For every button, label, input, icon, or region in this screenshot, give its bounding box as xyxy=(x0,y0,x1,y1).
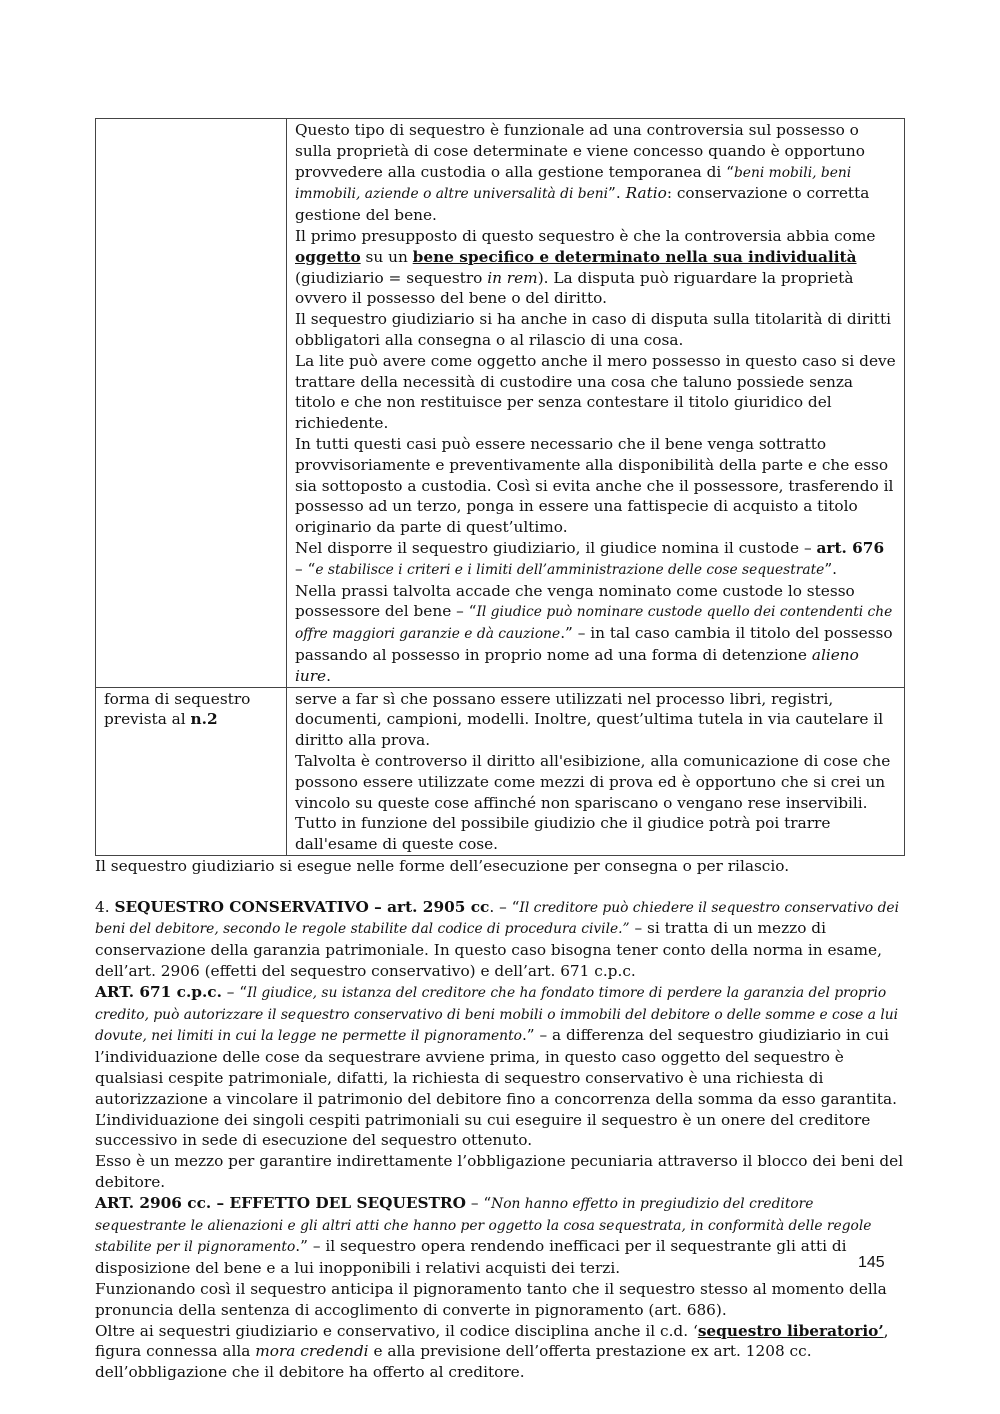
quote-italic: Il giudice può nominare custode quello dei contendenti che offre maggiori garanzie e dà cauzione xyxy=(295,604,893,643)
body-text xyxy=(95,856,905,1383)
latin-italic: alieno iure xyxy=(295,645,859,685)
paragraph xyxy=(95,1193,905,1279)
text: ”. xyxy=(608,184,626,203)
text: Il primo presupposto di questo sequestro è che la controversia abbia come xyxy=(295,226,876,245)
text: – “ xyxy=(221,982,248,1001)
text: ”. xyxy=(824,559,838,578)
paragraph: Talvolta è controverso il diritto all'esibizione, alla comunicazione di cose che possono essere utilizzate come mezzi di prova ed è opportuno che si crei un vincolo su queste cose affinché non spariscano o vengano rese inservibili. Tutto in funzione del possibile giudizio che il giudice potrà poi trarre dall'esame di queste cose. xyxy=(295,751,891,854)
text: 4. xyxy=(95,897,115,916)
text: (giudiziario = sequestro xyxy=(295,268,488,287)
row1-content-cell xyxy=(287,119,905,688)
article-ref: n.2 xyxy=(190,710,218,729)
paragraph xyxy=(95,897,905,982)
in-rem-italic: in rem xyxy=(487,268,538,287)
paragraph: serve a far sì che possano essere utilizzati nel processo libri, registri, documenti, campioni, modelli. Inoltre, quest’ultima tutela in via cautelare il diritto alla prova. xyxy=(295,689,884,750)
text: Questo tipo di sequestro è funzionale ad una controversia sul possesso o sulla proprietà di cose determinate e viene concesso quando è opportuno provvedere alla custodia o alla gestione temporanea di “ xyxy=(295,121,865,181)
article-ref: ART. 2906 cc. – EFFETTO DEL SEQUESTRO xyxy=(95,1193,466,1212)
text: Nella prassi talvolta accade che venga nominato come custode lo stesso possessore del bene – “ xyxy=(295,581,855,621)
text: .” – in tal caso cambia il titolo del possesso passando al possesso in proprio nome ad una forma di detenzione xyxy=(295,624,893,664)
paragraph: Il sequestro giudiziario si esegue nelle forme dell’esecuzione per consegna o per rilascio. xyxy=(95,856,790,875)
text: , figura connessa alla xyxy=(95,1321,889,1361)
spacer xyxy=(95,877,905,897)
paragraph xyxy=(95,982,905,1151)
paragraph xyxy=(295,538,896,581)
text: : conservazione o corretta gestione del bene. xyxy=(295,184,870,225)
text: su un xyxy=(360,247,413,266)
sequestro-table xyxy=(95,118,905,856)
row2-content-cell xyxy=(287,687,905,855)
text: . xyxy=(326,666,331,685)
paragraph: La lite può avere come oggetto anche il mero possesso in questo caso si deve trattare della necessità di custodire una cosa che taluno possiede senza titolo e che non restituisce per senza contestare il titolo giuridico del richiedente. xyxy=(295,351,896,433)
paragraph xyxy=(95,1321,905,1383)
emphasis-bene: bene specifico e determinato nella sua individualità xyxy=(412,247,857,266)
table-row xyxy=(96,687,905,855)
quote-italic: Il giudice, su istanza del creditore che ha fondato timore di perdere la garanzia del proprio credito, può autorizzare il sequestro conservativo di beni mobili o immobili del debitore o delle somme e cose a lui dovute, nei limiti in cui la legge ne permette il pignoramento xyxy=(95,984,899,1045)
text: – “ xyxy=(465,1193,492,1212)
article-ref: art. 676 xyxy=(816,538,885,557)
text: Oltre ai sequestri giudiziario e conservativo, il codice disciplina anche il c.d. ‘ xyxy=(95,1321,698,1340)
page-content xyxy=(95,118,905,1383)
paragraph xyxy=(295,120,896,226)
text: – si tratta di un mezzo di conservazione della garanzia patrimoniale. In questo caso bisogna tener conto della norma in esame, dell’art. 2906 (effetti del sequestro conservativo) e dell’art. 671 c.p.c. xyxy=(95,919,882,981)
paragraph: In tutti questi casi può essere necessario che il bene venga sottratto provvisoriamente e preventivamente alla disponibilità della parte e che esso sia sottoposto a custodia. Così si evita anche che il possessore, trasferendo il possesso ad un terzo, ponga in essere una fattispecie di acquisto a titolo originario da parte di quest’ultimo. xyxy=(295,434,894,537)
text: . – “ xyxy=(489,897,520,916)
text: – “ xyxy=(295,559,316,578)
paragraph: Il sequestro giudiziario si ha anche in caso di disputa sulla titolarità di diritti obbligatori alla consegna o al rilascio di una cosa. xyxy=(295,310,891,349)
text: Nel disporre il sequestro giudiziario, il giudice nomina il custode – xyxy=(295,538,817,557)
paragraph xyxy=(295,226,896,309)
text: ). La disputa può riguardare la proprietà ovvero il possesso del bene o del diritto. xyxy=(295,268,854,308)
text: .” – il sequestro opera rendendo inefficaci per il sequestrante gli atti di disposizione del bene e a lui inopponibili i relativi acquisti dei terzi. xyxy=(95,1237,847,1278)
latin-italic: mora credendi xyxy=(255,1342,369,1361)
page-number: 145 xyxy=(858,1254,885,1271)
paragraph: Funzionando così il sequestro anticipa il pignoramento tanto che il sequestro stesso al momento della pronuncia della sentenza di accoglimento di converte in pignoramento (art. 686). xyxy=(95,1280,887,1319)
emphasis-oggetto: oggetto xyxy=(295,247,361,266)
paragraph: Esso è un mezzo per garantire indirettamente l’obbligazione pecuniaria attraverso il blocco dei beni del debitore. xyxy=(95,1152,904,1192)
row1-label-cell xyxy=(96,119,287,688)
emphasis-liberatorio: sequestro liberatorio’ xyxy=(697,1321,884,1340)
quote-italic: e stabilisce i criteri e i limiti dell’amministrazione delle cose sequestrate xyxy=(315,561,825,578)
paragraph xyxy=(295,581,896,687)
row2-label-cell xyxy=(96,687,287,855)
section-heading: SEQUESTRO CONSERVATIVO – art. 2905 cc xyxy=(114,897,490,916)
text: .” – a differenza del sequestro giudiziario in cui l’individuazione delle cose da sequestrare avviene prima, in questo caso oggetto del sequestro è qualsiasi cespite patrimoniale, difatti, la richiesta di sequestro conservativo è una richiesta di autorizzazione a vincolare il patrimonio del debitore fino a concorrenza della somma da esso garantita. L’individuazione dei singoli cespiti patrimoniali su cui eseguire il sequestro è un onere del creditore successivo in sede di esecuzione del sequestro ottenuto. xyxy=(95,1026,897,1150)
table-row xyxy=(96,119,905,688)
quote-italic: Il creditore può chiedere il sequestro conservativo dei beni del debitore, secondo le regole stabilite dal codice di procedura civile.” xyxy=(95,899,900,938)
article-ref: ART. 671 c.p.c. xyxy=(95,982,222,1001)
text: forma di sequestro prevista al xyxy=(104,689,251,729)
ratio-italic: Ratio xyxy=(625,184,667,203)
quote-italic: Non hanno effetto in pregiudizio del creditore sequestrante le alienazioni e gli altri atti che hanno per oggetto la cosa sequestrata, in conformità delle regole stabilite per il pignoramento xyxy=(95,1195,872,1256)
text: e alla previsione dell’offerta prestazione ex art. 1208 cc. dell’obbligazione che il debitore ha offerto al creditore. xyxy=(95,1342,812,1382)
quote-italic: beni mobili, beni immobili, aziende o altre universalità di beni xyxy=(295,164,852,203)
